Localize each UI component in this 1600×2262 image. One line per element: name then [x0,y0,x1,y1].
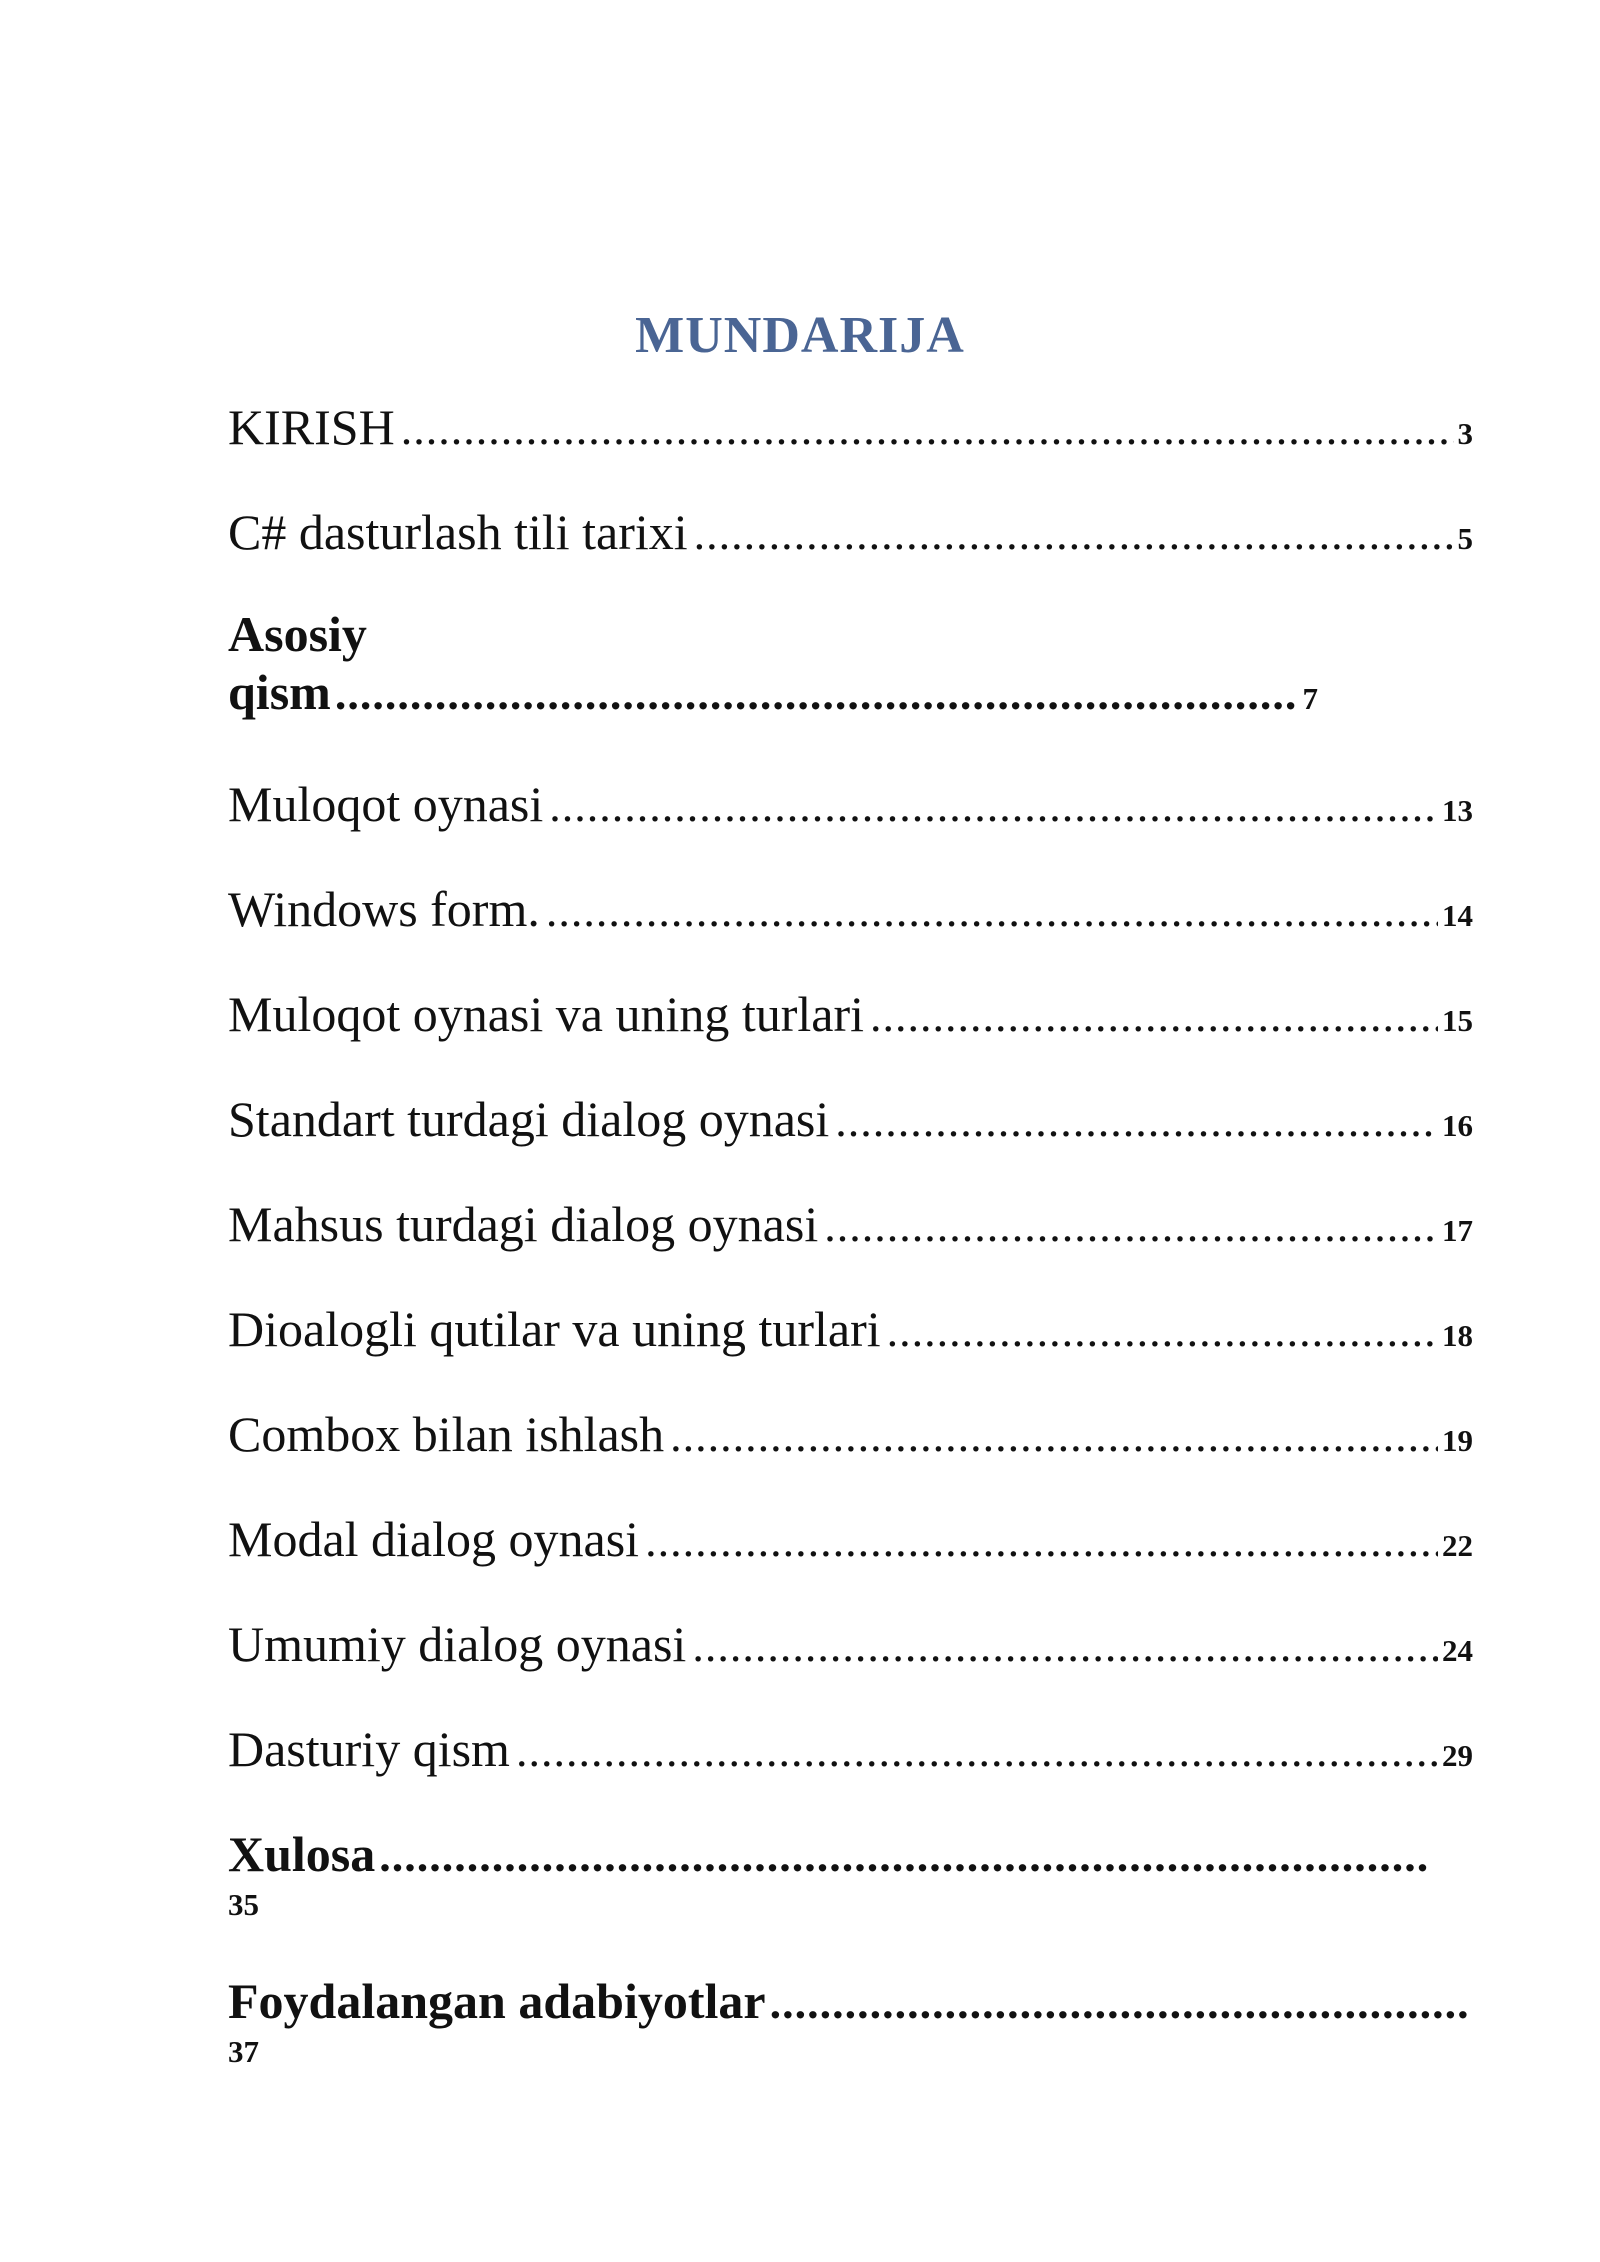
toc-entry-label-line2: qism [228,664,331,720]
toc-page-number: 14 [1442,898,1473,933]
dot-leader [824,1203,1438,1249]
dot-leader [887,1308,1438,1354]
toc-page-number: 7 [1302,681,1318,716]
toc-entry-csharp-history[interactable] [228,503,1473,561]
toc-entry-label: Muloqot oynasi va uning turlari [228,986,865,1042]
toc-title: MUNDARIJA [635,307,965,364]
toc-page-number: 15 [1442,1003,1473,1038]
toc-entry-label: Combox bilan ishlash [228,1406,665,1462]
dot-leader [670,1413,1438,1459]
toc-entry-conclusion[interactable] [228,1825,1473,1923]
toc-entry-dialog-boxes[interactable] [228,1300,1473,1358]
dot-leader [835,1098,1438,1144]
toc-entry-standard-dialog[interactable] [228,1090,1473,1148]
toc-entry-kirish[interactable] [228,398,1473,456]
toc-entry-label: Foydalangan adabiyotlar [228,1973,766,2029]
toc-entry-main-part[interactable] [228,605,1328,721]
dot-leader [770,1980,1469,2026]
dot-leader [549,783,1438,829]
toc-entry-references[interactable] [228,1972,1473,2070]
toc-page-number: 29 [1442,1738,1473,1773]
toc-entry-label: Windows form. [228,881,540,937]
toc-entry-label: Umumiy dialog oynasi [228,1616,687,1672]
toc-page-number: 18 [1442,1318,1473,1353]
toc-page-number: 19 [1442,1423,1473,1458]
dot-leader [870,993,1438,1039]
toc-entry-dialog-types[interactable] [228,985,1473,1043]
toc-entry-dialog-window[interactable] [228,775,1473,833]
toc-entry-modal-dialog[interactable] [228,1510,1473,1568]
toc-entry-combox[interactable] [228,1405,1473,1463]
dot-leader [401,406,1454,452]
toc-entry-label: Dasturiy qism [228,1721,510,1777]
toc-page-number: 13 [1442,793,1473,828]
toc-page-number: 17 [1442,1213,1473,1248]
dot-leader [692,1623,1438,1669]
toc-page-number: 5 [1457,521,1473,556]
dot-leader [335,671,1299,717]
dot-leader [379,1833,1429,1879]
dot-leader [516,1728,1438,1774]
toc-entry-label: C# dasturlash tili tarixi [228,504,688,560]
dot-leader [694,511,1454,557]
toc-page-number: 35 [228,1887,259,1922]
dot-leader [645,1518,1438,1564]
toc-page-number: 16 [1442,1108,1473,1143]
toc-entry-label-line1: Asosiy [228,606,367,662]
toc-entry-software-part[interactable] [228,1720,1473,1778]
toc-page-number: 3 [1457,416,1473,451]
dot-leader [546,888,1438,934]
toc-entry-label: Mahsus turdagi dialog oynasi [228,1196,819,1252]
toc-entry-common-dialog[interactable] [228,1615,1473,1673]
toc-page-number: 22 [1442,1528,1473,1563]
toc-entry-label: KIRISH [228,399,395,455]
toc-entry-label: Xulosa [228,1826,376,1882]
toc-entry-label: Muloqot oynasi [228,776,544,832]
toc-entry-label: Modal dialog oynasi [228,1511,640,1567]
toc-entry-windows-form[interactable] [228,880,1473,938]
toc-entry-label: Dioalogli qutilar va uning turlari [228,1301,881,1357]
toc-entry-label: Standart turdagi dialog oynasi [228,1091,830,1147]
toc-page-number: 37 [228,2034,259,2069]
toc-entry-special-dialog[interactable] [228,1195,1473,1253]
toc-page-number: 24 [1442,1633,1473,1668]
